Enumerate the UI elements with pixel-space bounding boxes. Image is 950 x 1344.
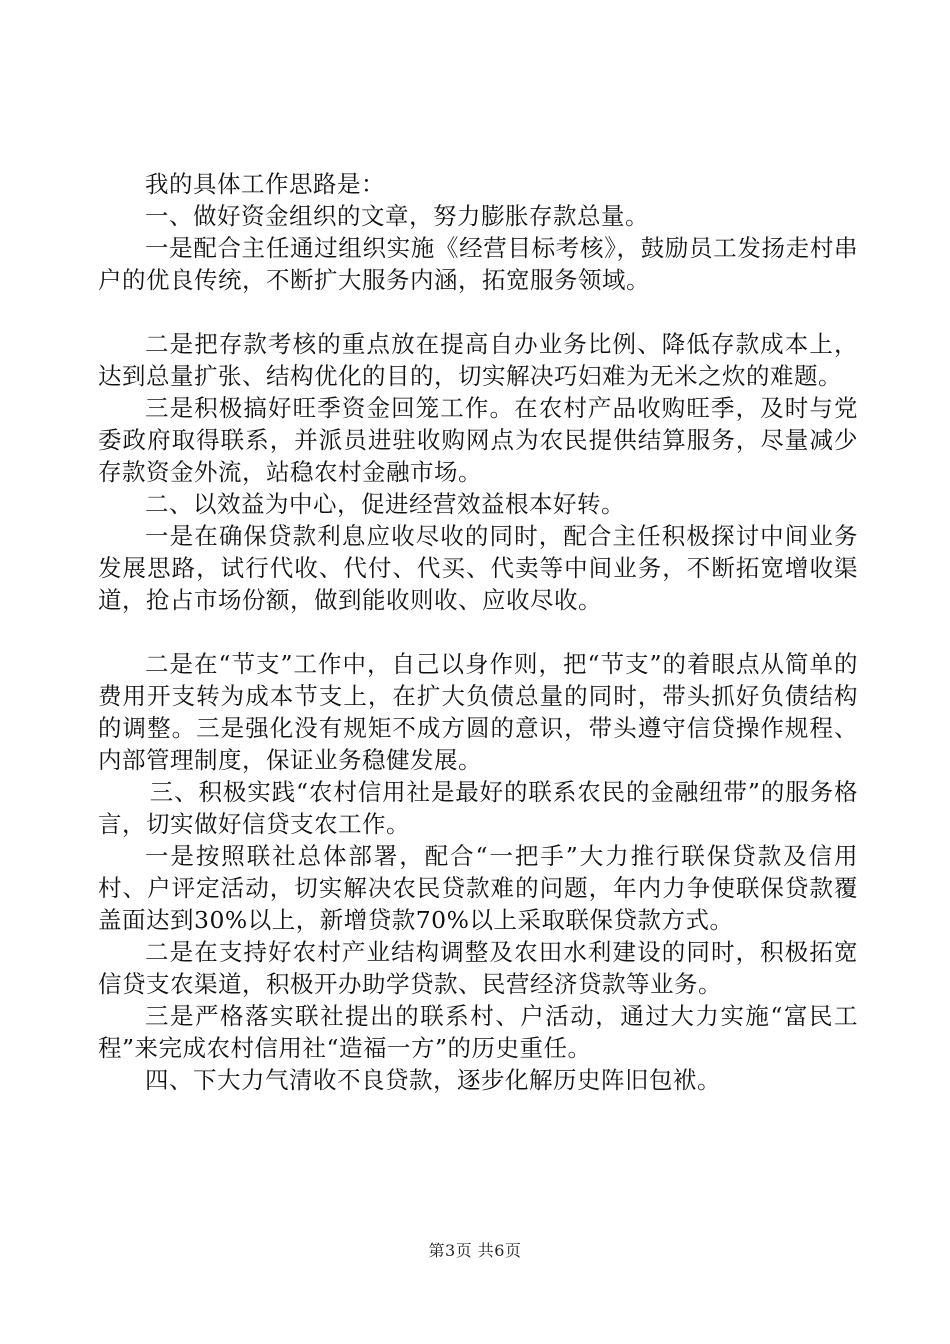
paragraph-1-3: 三是积极搞好旺季资金回笼工作。在农村产品收购旺季，及时与党委政府取得联系，并派员进驻收购网点为农民提供结算服务，尽量减少存款资金外流，站稳农村金融市场。 (98, 394, 858, 486)
paragraph-2-1: 一是在确保贷款利息应收尽收的同时，配合主任积极探讨中间业务发展思路，试行代收、代付、代买、代卖等中间业务，不断拓宽增收渠道，抢占市场份额，做到能收则收、应收尽收。 (98, 522, 858, 614)
paragraph-3-3: 三是严格落实联社提出的联系村、户活动，通过大力实施“富民工程”来完成农村信用社“造福一方”的历史重任。 (98, 1002, 858, 1062)
section-heading-1: 一、做好资金组织的文章，努力膨胀存款总量。 (145, 202, 649, 230)
section-heading-3: 三、积极实践“农村信用社是最好的联系农民的金融纽带”的服务格言，切实做好信贷支农工作。 (98, 778, 858, 838)
paragraph-1-2: 二是把存款考核的重点放在提高自办业务比例、降低存款成本上，达到总量扩张、结构优化的目的，切实解决巧妇难为无米之炊的难题。 (98, 330, 858, 390)
paragraph-3-2: 二是在支持好农村产业结构调整及农田水利建设的同时，积极拓宽信贷支农渠道，积极开办助学贷款、民营经济贷款等业务。 (98, 938, 858, 998)
paragraph-1-1: 一是配合主任通过组织实施《经营目标考核》，鼓励员工发扬走村串户的优良传统，不断扩大服务内涵，拓宽服务领域。 (98, 234, 858, 294)
paragraph-2-2: 二是在“节支”工作中，自己以身作则，把“节支”的着眼点从简单的费用开支转为成本节支上，在扩大负债总量的同时，带头抓好负债结构的调整。三是强化没有规矩不成方圆的意识，带头遵守信贷操作规程、内部管理制度，保证业务稳健发展。 (98, 650, 858, 774)
page-number-footer: 第3页 共6页 (428, 1241, 522, 1260)
section-heading-4: 四、下大力气清收不良贷款，逐步化解历史阵旧包袱。 (145, 1066, 721, 1094)
paragraph-3-1: 一是按照联社总体部署，配合“一把手”大力推行联保贷款及信用村、户评定活动，切实解决农民贷款难的问题，年内力争使联保贷款覆盖面达到30%以上，新增贷款70%以上采取联保贷款方式。 (98, 842, 858, 934)
document-body (98, 168, 858, 1096)
section-heading-2: 二、以效益为中心，促进经营效益根本好转。 (145, 490, 625, 518)
paragraph-intro: 我的具体工作思路是： (145, 170, 385, 198)
